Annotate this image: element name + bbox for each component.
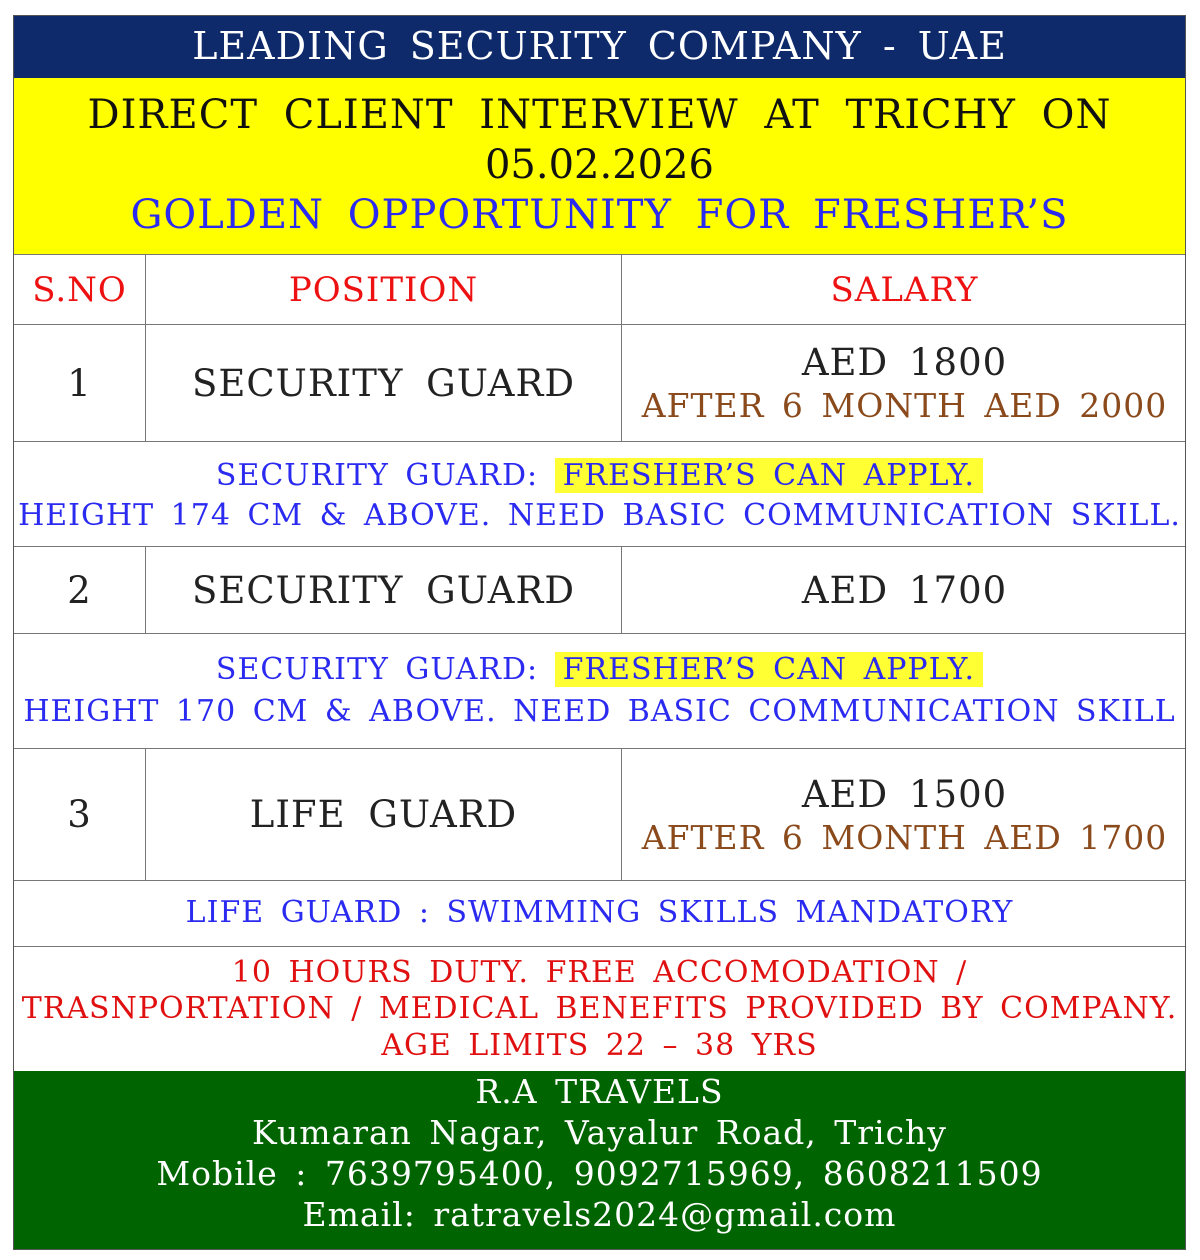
row-note: [14, 634, 1185, 749]
row-salary: AED 1700: [801, 568, 1008, 612]
header-position: POSITION: [288, 269, 479, 310]
row-position: SECURITY GUARD: [191, 361, 576, 405]
row-note: [14, 881, 1185, 947]
note-highlight: FRESHER’S CAN APPLY.: [555, 652, 983, 687]
contact-footer: [14, 1071, 1185, 1249]
row-sno: 3: [67, 793, 92, 836]
company-mobile: Mobile : 7639795400, 9092715969, 8608211509: [156, 1154, 1043, 1193]
table-header-row: [14, 255, 1185, 325]
header-salary: SALARY: [830, 269, 979, 310]
intro-section: [14, 78, 1185, 255]
benefits-line-1: 10 HOURS DUTY. FREE ACCOMODATION /: [231, 955, 968, 990]
header-banner: [14, 16, 1185, 78]
row-position: LIFE GUARD: [249, 793, 518, 836]
job-poster: [13, 15, 1186, 1250]
interview-date: 05.02.2026: [484, 142, 715, 188]
row-sno: 1: [67, 361, 92, 405]
banner-title: LEADING SECURITY COMPANY - UAE: [192, 24, 1007, 68]
row-position: SECURITY GUARD: [191, 568, 576, 612]
table-row: [14, 547, 1185, 634]
row-salary-after: AFTER 6 MONTH AED 2000: [641, 386, 1168, 425]
header-sno: S.NO: [32, 269, 127, 310]
row-note: [14, 442, 1185, 547]
row-salary: AED 1800: [801, 341, 1008, 384]
row-salary: AED 1500: [801, 772, 1008, 816]
benefits-line-3: AGE LIMITS 22 – 38 YRS: [381, 1028, 818, 1063]
note-prefix: SECURITY GUARD:: [215, 652, 539, 687]
benefits-section: [14, 947, 1185, 1071]
interview-line: DIRECT CLIENT INTERVIEW AT TRICHY ON: [87, 92, 1112, 138]
note-requirements: HEIGHT 174 CM & ABOVE. NEED BASIC COMMUNICATION SKILL.: [18, 498, 1181, 533]
note-prefix: SECURITY GUARD:: [215, 458, 539, 493]
benefits-line-2: TRASNPORTATION / MEDICAL BENEFITS PROVIDED BY COMPANY.: [21, 991, 1178, 1026]
row-sno: 2: [67, 568, 92, 612]
company-address: Kumaran Nagar, Vayalur Road, Trichy: [252, 1113, 947, 1152]
table-row: [14, 325, 1185, 442]
note-requirements: LIFE GUARD : SWIMMING SKILLS MANDATORY: [185, 895, 1014, 930]
note-requirements: HEIGHT 170 CM & ABOVE. NEED BASIC COMMUNICATION SKILL: [23, 694, 1176, 729]
company-name: R.A TRAVELS: [475, 1072, 724, 1111]
note-highlight: FRESHER’S CAN APPLY.: [555, 458, 983, 493]
table-row: [14, 749, 1185, 881]
opportunity-line: GOLDEN OPPORTUNITY FOR FRESHER’S: [130, 192, 1069, 238]
row-salary-after: AFTER 6 MONTH AED 1700: [641, 817, 1168, 857]
company-email: Email: ratravels2024@gmail.com: [302, 1195, 897, 1234]
